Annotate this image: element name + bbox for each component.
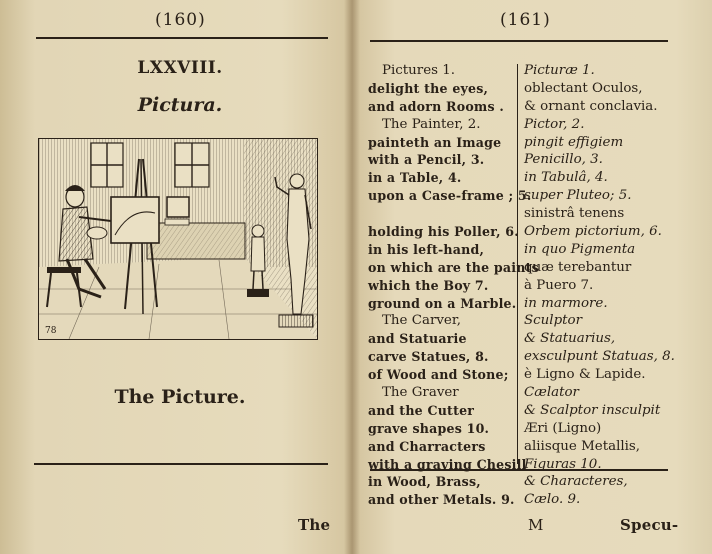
- latin-text-line: Figuras 10.: [524, 456, 602, 472]
- latin-text-line: quæ terebantur: [524, 259, 632, 275]
- english-column: [368, 62, 539, 509]
- chapter-title: Pictura.: [137, 94, 223, 116]
- english-text-line: The Graver: [382, 385, 459, 401]
- latin-text-line: & ornant conclavia.: [524, 98, 658, 114]
- latin-text-line: exsculpunt Statuas, 8.: [524, 349, 675, 365]
- latin-text-line: Cælo. 9.: [524, 492, 581, 508]
- latin-text-line: & Statuarius,: [524, 331, 616, 347]
- latin-text-line: in marmore.: [524, 295, 608, 311]
- english-text-line: with a Pencil, 3.: [368, 152, 485, 168]
- page-number-left: (160): [155, 10, 206, 30]
- latin-text-line: Penicillo, 3.: [524, 152, 603, 168]
- latin-text-line: à Puero 7.: [524, 277, 594, 293]
- latin-text-line: Pictor, 2.: [524, 116, 585, 132]
- english-text-line: The Carver,: [382, 313, 462, 329]
- latin-text-line: in Tabulâ, 4.: [524, 170, 608, 186]
- english-text-line: and other Metals. 9.: [368, 492, 515, 508]
- gutter-shadow: [344, 0, 360, 554]
- page-number-right: (161): [500, 10, 551, 30]
- english-text-line: delight the eyes,: [368, 80, 489, 96]
- catchword-mid: M: [528, 516, 544, 534]
- english-text-line: Pictures 1.: [382, 63, 456, 78]
- latin-text-line: in quo Pigmenta: [524, 241, 636, 257]
- latin-text-line: Picturæ 1.: [524, 63, 595, 78]
- latin-text-line: è Ligno & Lapide.: [524, 367, 646, 383]
- latin-text-line: & Scalptor insculpit: [524, 402, 661, 418]
- latin-text-line: Sculptor: [524, 313, 582, 329]
- header-rule-left: [36, 37, 328, 39]
- english-text-line: in his left-hand,: [368, 241, 485, 257]
- latin-text-line: pingit effigiem: [524, 134, 624, 150]
- footer-rule-right: [370, 469, 668, 471]
- english-text-line: of Wood and Stone;: [368, 367, 509, 383]
- chapter-number: LXXVIII.: [137, 58, 223, 78]
- english-text-line: The Painter, 2.: [382, 116, 481, 132]
- latin-text-line: Æri (Ligno): [524, 420, 602, 436]
- latin-text-line: super Pluteo; 5.: [524, 188, 632, 204]
- catchword-left: The: [298, 516, 331, 534]
- english-text-line: and adorn Rooms .: [368, 98, 504, 114]
- english-text-line: holding his Poller, 6.: [368, 224, 519, 240]
- english-text-line: with a graving Chesill: [368, 456, 527, 472]
- english-text-line: and Statuarie: [368, 331, 467, 347]
- latin-text-line: sinistrâ tenens: [524, 206, 625, 222]
- latin-text-line: Orbem pictorium, 6.: [524, 224, 662, 240]
- latin-text-line: aliisque Metallis,: [524, 438, 641, 454]
- english-text-line: and the Cutter: [368, 402, 475, 418]
- catchword-right: Specu-: [620, 516, 679, 534]
- english-text-line: which the Boy 7.: [368, 277, 489, 293]
- column-divider: [517, 64, 518, 464]
- english-text-line: ground on a Marble.: [368, 295, 517, 311]
- english-text-line: painteth an Image: [368, 134, 502, 150]
- footer-rule-left: [34, 463, 328, 465]
- english-text-line: [368, 205, 539, 223]
- english-text-line: in Wood, Brass,: [368, 474, 481, 490]
- latin-text-line: oblectant Oculos,: [524, 80, 643, 96]
- english-text-line: and Charracters: [368, 438, 486, 454]
- english-text-line: grave shapes 10.: [368, 420, 490, 436]
- picture-number: 78: [45, 326, 57, 336]
- woodcut-illustration: [38, 138, 318, 340]
- picture-caption: The Picture.: [114, 386, 246, 408]
- latin-text-line: Cælator: [524, 385, 579, 401]
- english-text-line: in a Table, 4.: [368, 170, 462, 186]
- english-text-line: upon a Case-frame ; 5.: [368, 188, 532, 204]
- left-page: [0, 0, 352, 554]
- english-text-line: carve Statues, 8.: [368, 349, 489, 365]
- latin-text-line: & Characteres,: [524, 474, 628, 490]
- header-rule-right: [370, 40, 668, 42]
- english-text-line: on which are the paints: [368, 259, 539, 275]
- latin-column: [524, 62, 675, 509]
